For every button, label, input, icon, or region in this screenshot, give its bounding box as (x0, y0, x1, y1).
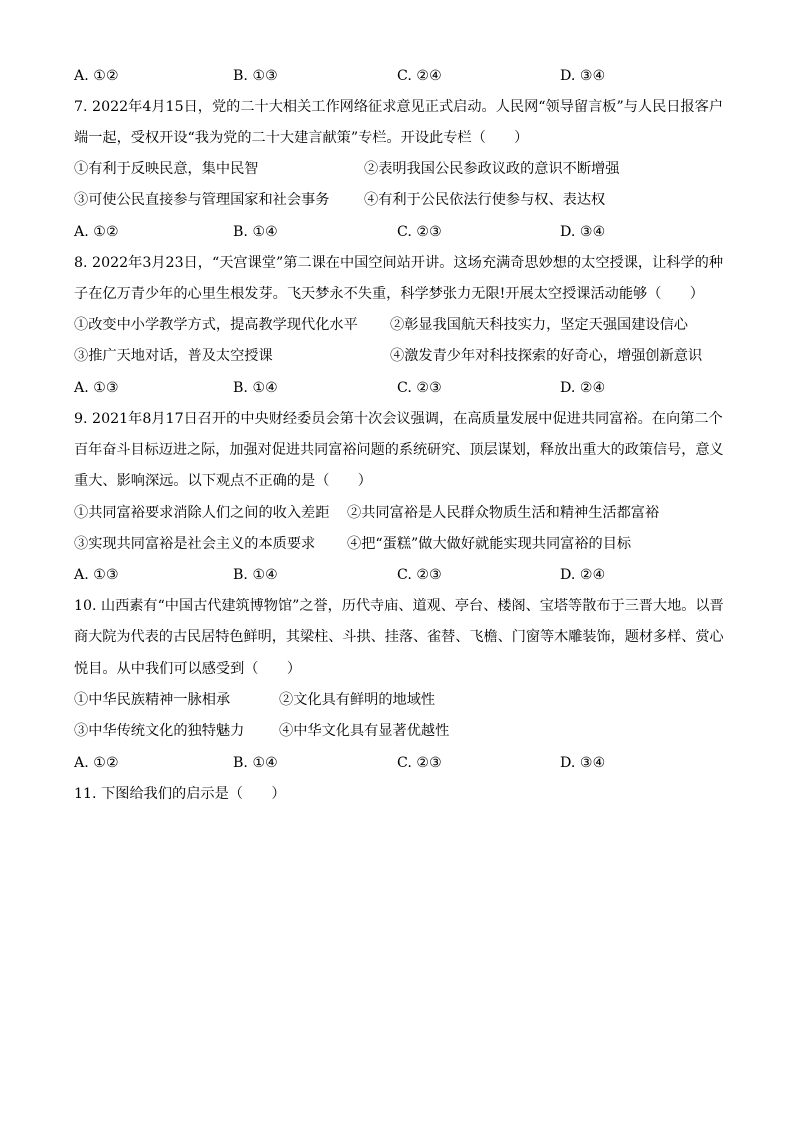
q7-options-row-2 (74, 190, 724, 210)
q7-choice-c[interactable]: C. ②③ (397, 224, 442, 240)
q8-choice-a[interactable]: A. ①③ (74, 380, 119, 396)
q9-options-row-1 (74, 503, 724, 523)
q7-choice-b[interactable]: B. ①④ (233, 224, 278, 240)
q10-options-row-2 (74, 721, 724, 741)
q8-option-2: ②彰显我国航天科技实力，坚定天强国建设信心 (390, 317, 688, 333)
q10-option-1: ①中华民族精神一脉相承 (74, 692, 231, 708)
q6-choice-d[interactable]: D. ③④ (560, 68, 606, 84)
q8-choices (74, 378, 724, 398)
q9-option-2: ②共同富裕是人民群众物质生活和精神生活都富裕 (347, 505, 660, 521)
q7-option-1: ①有利于反映民意，集中民智 (74, 161, 259, 177)
q8-choice-c[interactable]: C. ②③ (397, 380, 442, 396)
q7-stem-line-1: 7. 2022年4月15日，党的二十大相关工作网络征求意见正式启动。人民网“领导留言板”与人民日报客户 (74, 99, 724, 115)
q9-stem-line-1: 9. 2021年8月17日召开的中央财经委员会第十次会议强调，在高质量发展中促进共同富裕。在向第二个 (74, 411, 723, 427)
q6-choice-b[interactable]: B. ①③ (233, 68, 278, 84)
q10-option-4: ④中华文化具有显著优越性 (279, 723, 450, 739)
q10-stem-line-1: 10. 山西素有“中国古代建筑博物馆”之誉，历代寺庙、道观、亭台、楼阁、宝塔等散布于三晋大地。以晋 (74, 598, 724, 614)
q10-options-row-1 (74, 690, 724, 710)
q9-choice-a[interactable]: A. ①③ (74, 567, 119, 583)
q8-option-1: ①改变中小学教学方式，提高教学现代化水平 (74, 317, 358, 333)
q8-stem-line-2: 子在亿万青少年的心里生根发芽。飞天梦永不失重，科学梦张力无限!开展太空授课活动能够（ ） (74, 286, 704, 302)
q9-stem-line-2: 百年奋斗目标迈进之际，加强对促进共同富裕问题的系统研究、顶层谋划，释放出重大的政策信号，意义 (74, 442, 724, 458)
q7-choice-d[interactable]: D. ③④ (560, 224, 606, 240)
q9-options-row-2 (74, 534, 724, 554)
q9-choice-b[interactable]: B. ①④ (233, 567, 278, 583)
q10-choices (74, 753, 724, 773)
q9-choice-d[interactable]: D. ②④ (560, 567, 606, 583)
q7-choices (74, 222, 724, 242)
q8-stem-line-1: 8. 2022年3月23日，“天宫课堂”第二课在中国空间站开讲。这场充满奇思妙想的太空授课，让科学的种 (74, 255, 724, 271)
q7-stem-line-2: 端一起，受权开设“我为党的二十大建言献策”专栏。开设此专栏（ ） (74, 130, 529, 146)
q10-choice-d[interactable]: D. ③④ (560, 755, 606, 771)
q8-options-row-2 (74, 346, 724, 366)
q7-choice-a[interactable]: A. ①② (74, 224, 119, 240)
q8-options-row-1 (74, 315, 724, 335)
q6-choice-a[interactable]: A. ①② (74, 68, 119, 84)
q9-choices (74, 565, 724, 585)
q9-option-3: ③实现共同富裕是社会主义的本质要求 (74, 536, 316, 552)
q10-option-3: ③中华传统文化的独特魅力 (74, 723, 245, 739)
q10-choice-c[interactable]: C. ②③ (397, 755, 442, 771)
q7-options-row-1 (74, 159, 724, 179)
q8-option-3: ③推广天地对话，普及太空授课 (74, 348, 273, 364)
q9-option-1: ①共同富裕要求消除人们之间的收入差距 (74, 505, 330, 521)
q10-choice-b[interactable]: B. ①④ (233, 755, 278, 771)
q10-choice-a[interactable]: A. ①② (74, 755, 119, 771)
q9-stem-line-3: 重大、影响深远。以下观点不正确的是（ ） (74, 473, 372, 489)
q6-choice-c[interactable]: C. ②④ (397, 68, 442, 84)
q9-choice-c[interactable]: C. ②③ (397, 567, 442, 583)
q10-option-2: ②文化具有鲜明的地域性 (279, 692, 436, 708)
q6-choices (74, 66, 724, 86)
q7-option-4: ④有利于公民依法行使参与权、表达权 (364, 192, 606, 208)
q10-stem-line-2: 商大院为代表的古民居特色鲜明，其梁柱、斗拱、挂落、雀替、飞檐、门窗等木雕装饰，题材多样、赏心 (74, 629, 724, 645)
q8-choice-b[interactable]: B. ①④ (233, 380, 278, 396)
q10-stem-line-3: 悦目。从中我们可以感受到（ ） (74, 661, 302, 677)
q7-option-3: ③可使公民直接参与管理国家和社会事务 (74, 192, 330, 208)
q11-stem-line-1: 11. 下图给我们的启示是（ ） (74, 786, 286, 802)
q8-option-4: ④激发青少年对科技探索的好奇心，增强创新意识 (390, 348, 703, 364)
q8-choice-d[interactable]: D. ②④ (560, 380, 606, 396)
q7-option-2: ②表明我国公民参政议政的意识不断增强 (364, 161, 620, 177)
q9-option-4: ④把“蛋糕”做大做好就能实现共同富裕的目标 (347, 536, 632, 552)
